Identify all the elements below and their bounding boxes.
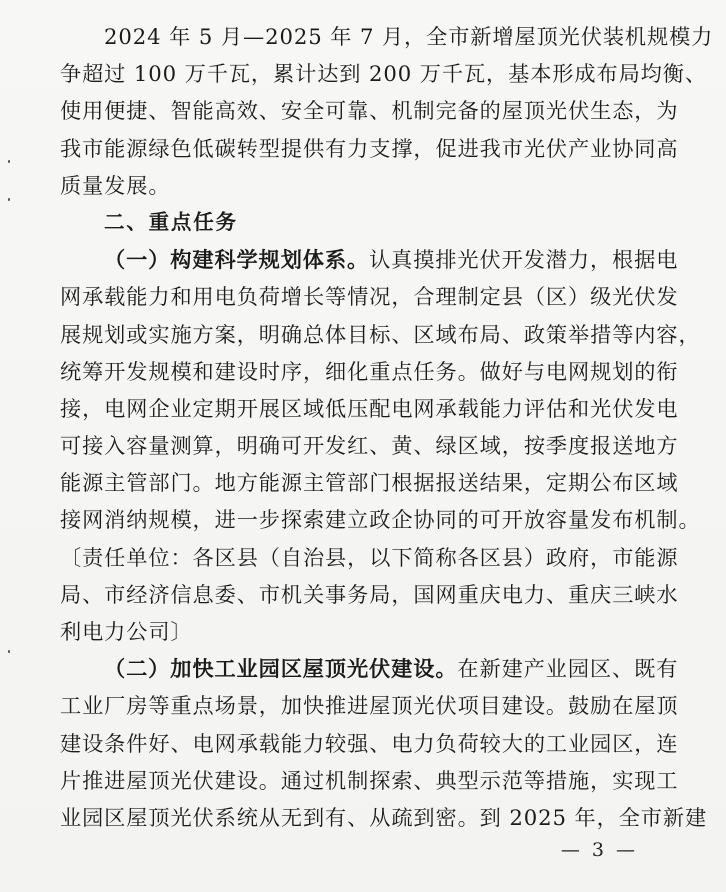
paragraph-line: 〔责任单位：各区县（自治县，以下简称各区县）政府，市能源 — [60, 544, 679, 570]
paragraph-goal — [60, 18, 714, 204]
section-heading: 二、重点任务 — [104, 209, 238, 234]
paragraph-line: 能源主管部门。地方能源主管部门根据报送结果，定期公布区域 — [60, 470, 679, 496]
paragraph-line: 统筹开发规模和建设时序，细化重点任务。做好与电网规划的衔 — [60, 358, 679, 384]
task-2-paragraph — [60, 650, 708, 836]
paragraph-line: 质量发展。 — [60, 172, 171, 198]
scan-edge-mark — [8, 198, 10, 201]
paragraph-line: 在新建产业园区、既有 — [457, 656, 679, 682]
task-1-first-line — [60, 241, 679, 278]
page-number: — 3 — — [560, 839, 638, 861]
paragraph-line: 网承载能力和用电负荷增长等情况，合理制定县（区）级光伏发 — [60, 284, 679, 310]
document-body — [60, 18, 714, 836]
paragraph-line: 接网消纳规模，进一步探索建立政企协同的可开放容量发布机制。 — [60, 507, 701, 533]
paragraph-line: 2024 年 5 月—2025 年 7 月，全市新增屋顶光伏装机规模力 — [104, 24, 714, 49]
scan-edge-mark — [8, 650, 10, 653]
task-1-paragraph — [60, 241, 701, 650]
paragraph-line: 可接入容量测算，明确可开发红、黄、绿区域，按季度报送地方 — [60, 433, 679, 459]
paragraph-line: 我市能源绿色低碳转型提供有力支撑，促进我市光伏产业协同高 — [60, 135, 679, 161]
paragraph-line: 工业厂房等重点场景，加快推进屋顶光伏项目建设。鼓励在屋顶 — [60, 693, 679, 719]
task-2-title: （二）加快工业园区屋顶光伏建设。 — [104, 656, 458, 682]
paragraph-line: 认真摸排光伏开发潜力，根据电 — [369, 247, 679, 273]
scan-edge-mark — [8, 160, 10, 163]
task-1-title: （一）构建科学规划体系。 — [104, 247, 370, 273]
task-2-first-line — [60, 650, 679, 687]
paragraph-line: 接，电网企业定期开展区域低压配电网承载能力评估和光伏发电 — [60, 395, 679, 421]
paragraph-line: 展规划或实施方案，明确总体目标、区域布局、政策举措等内容， — [60, 321, 701, 347]
paragraph-line: 局、市经济信息委、市机关事务局，国网重庆电力、重庆三峡水 — [60, 581, 679, 607]
paragraph-line: 争超过 100 万千瓦，累计达到 200 万千瓦，基本形成布局均衡、 — [60, 61, 707, 87]
paragraph-line: 片推进屋顶光伏建设。通过机制探索、典型示范等措施，实现工 — [60, 767, 679, 793]
paragraph-line: 使用便捷、智能高效、安全可靠、机制完备的屋顶光伏生态，为 — [60, 98, 679, 124]
paragraph-line: 利电力公司〕 — [60, 619, 193, 644]
paragraph-line: 建设条件好、电网承载能力较强、电力负荷较大的工业园区，连 — [60, 730, 679, 756]
paragraph-line: 业园区屋顶光伏系统从无到有、从疏到密。到 2025 年，全市新建 — [60, 804, 708, 830]
